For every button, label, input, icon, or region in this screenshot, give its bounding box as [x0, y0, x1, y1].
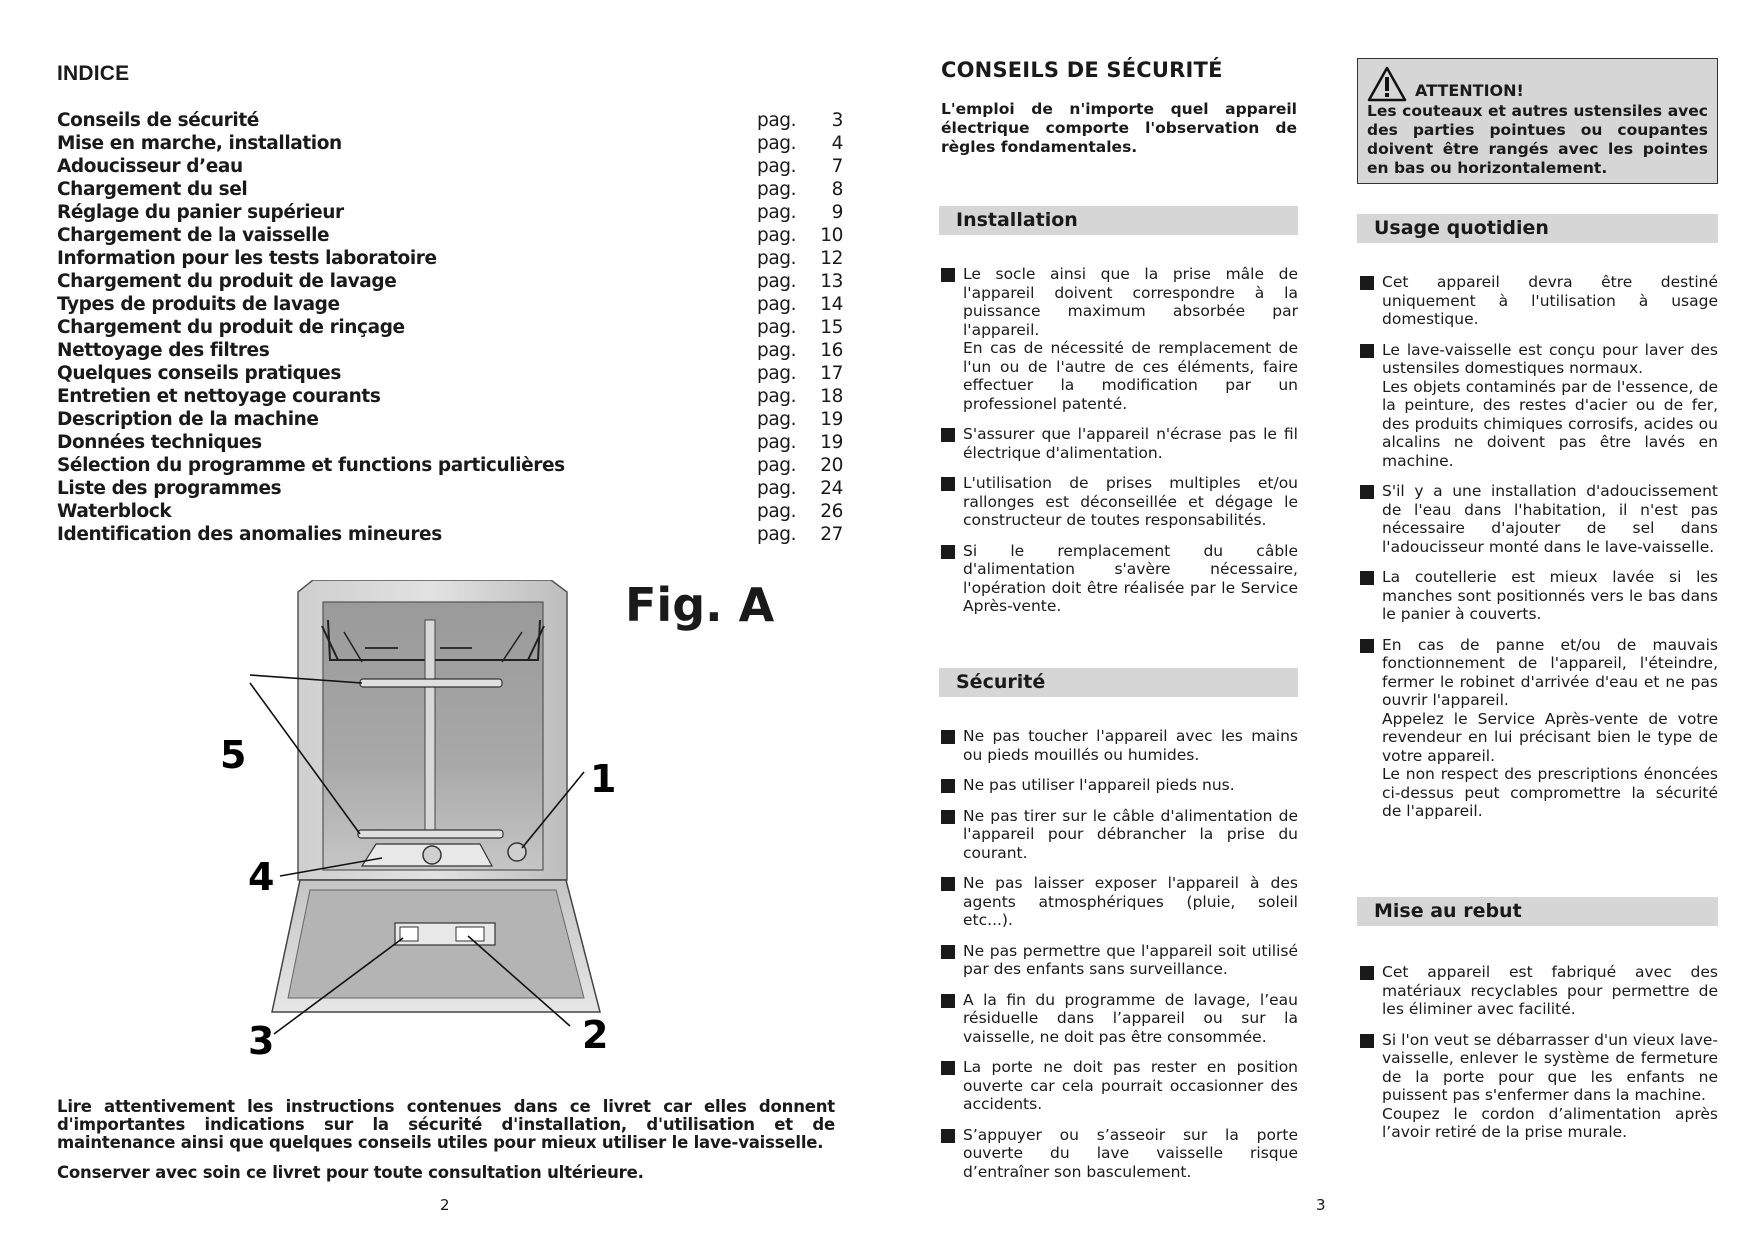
indice-title: INDICE [57, 62, 130, 85]
toc-entry [57, 409, 843, 432]
toc-entry-page: 17 [820, 363, 843, 384]
square-bullet-icon [941, 545, 955, 559]
square-bullet-icon [941, 779, 955, 793]
toc-entry-page: 3 [831, 110, 843, 131]
list-item-text: Cet appareil devra être destiné uniquement à l'utilisation à usage domestique. [1382, 273, 1718, 328]
toc-entry-label: Liste des programmes [57, 478, 282, 499]
callout-3: 3 [248, 1019, 275, 1060]
toc-entry-pag: pag. [757, 179, 797, 200]
toc-entry-pag: pag. [757, 225, 797, 246]
list-item [941, 942, 1298, 979]
installation-heading: Installation [939, 206, 1298, 235]
toc-entry [57, 432, 843, 455]
toc-entry-page: 27 [820, 524, 843, 545]
square-bullet-icon [1360, 1034, 1374, 1048]
list-item-text: La porte ne doit pas rester en position ouverte car cela pourrait occasionner des accidents. [963, 1058, 1298, 1113]
toc-entry [57, 340, 843, 363]
square-bullet-icon [1360, 276, 1374, 290]
list-item [1360, 341, 1718, 471]
callout-1: 1 [590, 757, 617, 801]
toc-entry-pag: pag. [757, 271, 797, 292]
list-item-text: Cet appareil est fabriqué avec des matériaux recyclables pour permettre de les éliminer avec facilité. [1382, 963, 1718, 1018]
list-item-text: Ne pas utiliser l'appareil pieds nus. [963, 776, 1235, 794]
attention-text: Les couteaux et autres ustensiles avec des parties pointues ou coupantes doivent être rangés avec les pointes en bas ou horizontalement. [1367, 102, 1708, 177]
toc-entry-label: Adoucisseur d’eau [57, 156, 243, 177]
list-item-text: Le socle ainsi que la prise mâle de l'appareil doivent correspondre à la puissance maximum absorbée par l'appareil. [963, 265, 1298, 339]
intro-text: Lire attentivement les instructions contenues dans ce livret car elles donnent d'importantes indications sur la sécurité d'installation, d'utilisation et de maintenance ainsi que quelques conseils utiles pour mieux utiliser le lave-vaisselle. [57, 1097, 835, 1152]
securite-list [941, 727, 1298, 1193]
toc-entry-page: 24 [820, 478, 843, 499]
callout-5: 5 [220, 733, 247, 777]
toc-entry-page: 8 [831, 179, 843, 200]
toc-entry-pag: pag. [757, 501, 797, 522]
toc-entry-label: Sélection du programme et functions particulières [57, 455, 565, 476]
dishwasher-illustration [210, 580, 650, 1060]
toc-entry-pag: pag. [757, 317, 797, 338]
toc-entry-page: 4 [831, 133, 843, 154]
warning-triangle-icon [1367, 66, 1407, 102]
callout-4: 4 [248, 855, 275, 899]
rebut-heading: Mise au rebut [1357, 897, 1718, 926]
toc-entry-pag: pag. [757, 110, 797, 131]
wash-tube [425, 620, 435, 830]
list-item-text: Le non respect des prescriptions énoncées ci-dessus peut compromettre la sécurité de l'appareil. [1382, 765, 1718, 820]
toc-entry-page: 18 [820, 386, 843, 407]
square-bullet-icon [1360, 966, 1374, 980]
toc-entry-page: 10 [820, 225, 843, 246]
figure-label: Fig. A [625, 578, 775, 632]
list-item-text: Ne pas toucher l'appareil avec les mains ou pieds mouillés ou humides. [963, 727, 1298, 764]
toc-entry-label: Chargement du produit de lavage [57, 271, 397, 292]
page-number-right: 3 [1316, 1196, 1326, 1214]
list-item [941, 874, 1298, 930]
square-bullet-icon [1360, 639, 1374, 653]
upper-spray-arm [360, 679, 502, 687]
toc-entry-label: Chargement du sel [57, 179, 248, 200]
toc-entry-page: 20 [820, 455, 843, 476]
list-item [1360, 636, 1718, 821]
attention-box [1357, 58, 1718, 184]
toc-entry [57, 110, 843, 133]
list-item-text: En cas de nécessité de remplacement de l'un ou de l'autre de ces éléments, faire effectuer la modification par un professionel patenté. [963, 339, 1298, 413]
callout-2: 2 [582, 1013, 609, 1057]
usage-heading: Usage quotidien [1357, 214, 1718, 243]
toc-entry-pag: pag. [757, 432, 797, 453]
square-bullet-icon [941, 994, 955, 1008]
list-item-text: S'assurer que l'appareil n'écrase pas le fil électrique d'alimentation. [963, 425, 1298, 462]
lower-spray-arm [358, 830, 503, 838]
toc-entry-label: Information pour les tests laboratoire [57, 248, 437, 269]
square-bullet-icon [941, 945, 955, 959]
toc-entry [57, 317, 843, 340]
toc-entry-label: Quelques conseils pratiques [57, 363, 341, 384]
list-item-text: En cas de panne et/ou de mauvais fonctionnement de l'appareil, l'éteindre, fermer le robinet d'arrivée d'eau et ne pas ouvrir l'appareil. [1382, 635, 1718, 709]
toc-entry-label: Description de la machine [57, 409, 319, 430]
toc-entry-page: 15 [820, 317, 843, 338]
square-bullet-icon [941, 477, 955, 491]
rebut-list [1360, 963, 1718, 1154]
list-item [941, 542, 1298, 616]
list-item-text: Coupez le cordon d’alimentation après l’avoir retiré de la prise murale. [1382, 1104, 1718, 1141]
toc-entry-pag: pag. [757, 478, 797, 499]
toc-entry-label: Entretien et nettoyage courants [57, 386, 381, 407]
toc-entry-label: Données techniques [57, 432, 262, 453]
list-item-text: Si l'on veut se débarrasser d'un vieux lave-vaisselle, enlever le système de fermeture de la porte pour que les enfants ne puissent pas s'enfermer dans la machine. [1382, 1030, 1718, 1104]
toc-entry-page: 19 [820, 409, 843, 430]
toc-entry-label: Nettoyage des filtres [57, 340, 270, 361]
list-item-text: Appelez le Service Après-vente de votre revendeur en lui précisant bien le type de votre appareil. [1382, 709, 1718, 765]
toc-entry [57, 156, 843, 179]
square-bullet-icon [1360, 344, 1374, 358]
filter-cap [423, 846, 441, 864]
toc-entry-page: 19 [820, 432, 843, 453]
list-item-text: S’appuyer ou s’asseoir sur la porte ouverte du lave vaisselle risque d’entraîner son basculement. [963, 1125, 1298, 1181]
toc-entry [57, 386, 843, 409]
list-item [941, 776, 1298, 795]
list-item [1360, 963, 1718, 1019]
toc-entry-page: 7 [831, 156, 843, 177]
toc-entry-label: Types de produits de lavage [57, 294, 340, 315]
toc-entry-label: Waterblock [57, 501, 172, 522]
list-item-text: Ne pas permettre que l'appareil soit utilisé par des enfants sans surveillance. [963, 941, 1298, 978]
list-item-text: La coutellerie est mieux lavée si les manches sont positionnés vers le bas dans le panier à couverts. [1382, 568, 1718, 623]
safety-lead: L'emploi de n'importe quel appareil électrique comporte l'observation de règles fondamentales. [941, 100, 1297, 156]
square-bullet-icon [941, 810, 955, 824]
toc-entry [57, 294, 843, 317]
list-item [1360, 273, 1718, 329]
toc-entry [57, 271, 843, 294]
list-item-text: Le lave-vaisselle est conçu pour laver des ustensiles domestiques normaux. [1382, 340, 1718, 377]
toc-entry-label: Réglage du panier supérieur [57, 202, 344, 223]
toc-entry [57, 501, 843, 524]
toc-entry-pag: pag. [757, 409, 797, 430]
toc-entry-pag: pag. [757, 363, 797, 384]
toc-entry-label: Identification des anomalies mineures [57, 524, 442, 545]
square-bullet-icon [941, 1061, 955, 1075]
toc-entry [57, 202, 843, 225]
toc-entry [57, 225, 843, 248]
toc-entry-pag: pag. [757, 202, 797, 223]
attention-heading: ATTENTION! [1415, 81, 1524, 100]
toc-entry-page: 26 [820, 501, 843, 522]
square-bullet-icon [941, 428, 955, 442]
toc-entry-page: 13 [820, 271, 843, 292]
securite-heading: Sécurité [939, 668, 1298, 697]
list-item [941, 474, 1298, 530]
toc-entry-pag: pag. [757, 248, 797, 269]
list-item [1360, 1031, 1718, 1142]
list-item-text: S'il y a une installation d'adoucissement de l'eau dans l'habitation, il n'est pas nécessaire d'ajouter de sel dans l'adoucisseur monté dans le lave-vaisselle. [1382, 482, 1718, 556]
list-item [941, 991, 1298, 1047]
toc-entry-pag: pag. [757, 133, 797, 154]
toc-entry-label: Conseils de sécurité [57, 110, 259, 131]
toc-entry-pag: pag. [757, 294, 797, 315]
toc-entry [57, 248, 843, 271]
list-item [941, 727, 1298, 764]
square-bullet-icon [941, 1129, 955, 1143]
safety-title: CONSEILS DE SÉCURITÉ [941, 58, 1223, 82]
toc-entry-page: 16 [820, 340, 843, 361]
list-item [1360, 482, 1718, 556]
list-item [1360, 568, 1718, 624]
toc-entry-label: Chargement de la vaisselle [57, 225, 330, 246]
toc-entry [57, 524, 843, 547]
list-item [941, 807, 1298, 863]
toc-entry [57, 363, 843, 386]
square-bullet-icon [1360, 485, 1374, 499]
list-item [941, 1126, 1298, 1182]
list-item-text: Ne pas tirer sur le câble d'alimentation de l'appareil pour débrancher la prise du courant. [963, 806, 1298, 862]
toc-entry-pag: pag. [757, 524, 797, 545]
square-bullet-icon [941, 268, 955, 282]
list-item [941, 1058, 1298, 1114]
toc-entry-pag: pag. [757, 455, 797, 476]
toc-entry [57, 179, 843, 202]
square-bullet-icon [1360, 571, 1374, 585]
toc-entry-pag: pag. [757, 156, 797, 177]
list-item-text: A la fin du programme de lavage, l’eau résiduelle dans l’appareil ou sur la vaisselle, ne doit pas être consommée. [963, 990, 1298, 1046]
page-number-left: 2 [440, 1196, 450, 1214]
toc-entry-pag: pag. [757, 340, 797, 361]
keep-notice: Conserver avec soin ce livret pour toute consultation ultérieure. [57, 1163, 644, 1182]
toc-entry-label: Mise en marche, installation [57, 133, 342, 154]
toc-entry-page: 14 [820, 294, 843, 315]
square-bullet-icon [941, 730, 955, 744]
toc-entry-pag: pag. [757, 386, 797, 407]
list-item-text: Ne pas laisser exposer l'appareil à des agents atmosphériques (pluie, soleil etc...). [963, 874, 1298, 929]
square-bullet-icon [941, 877, 955, 891]
toc-entry [57, 133, 843, 156]
list-item [941, 265, 1298, 413]
toc-entry-page: 9 [831, 202, 843, 223]
usage-list [1360, 273, 1718, 833]
list-item-text: L'utilisation de prises multiples et/ou rallonges est déconseillée et dégage le constructeur de toutes responsabilités. [963, 474, 1298, 529]
toc-entry-label: Chargement du produit de rinçage [57, 317, 405, 338]
toc-entry [57, 478, 843, 501]
list-item-text: Si le remplacement du câble d'alimentation s'avère nécessaire, l'opération doit être réalisée par le Service Après-vente. [963, 541, 1298, 615]
table-of-contents [57, 110, 843, 547]
list-item-text: Les objets contaminés par de l'essence, de la peinture, des restes d'acier ou de fer, des produits chimiques corrosifs, acides ou alcalins ne doivent pas être lavés en machine. [1382, 377, 1718, 470]
toc-entry-page: 12 [820, 248, 843, 269]
list-item [941, 425, 1298, 462]
toc-entry [57, 455, 843, 478]
installation-list [941, 265, 1298, 628]
